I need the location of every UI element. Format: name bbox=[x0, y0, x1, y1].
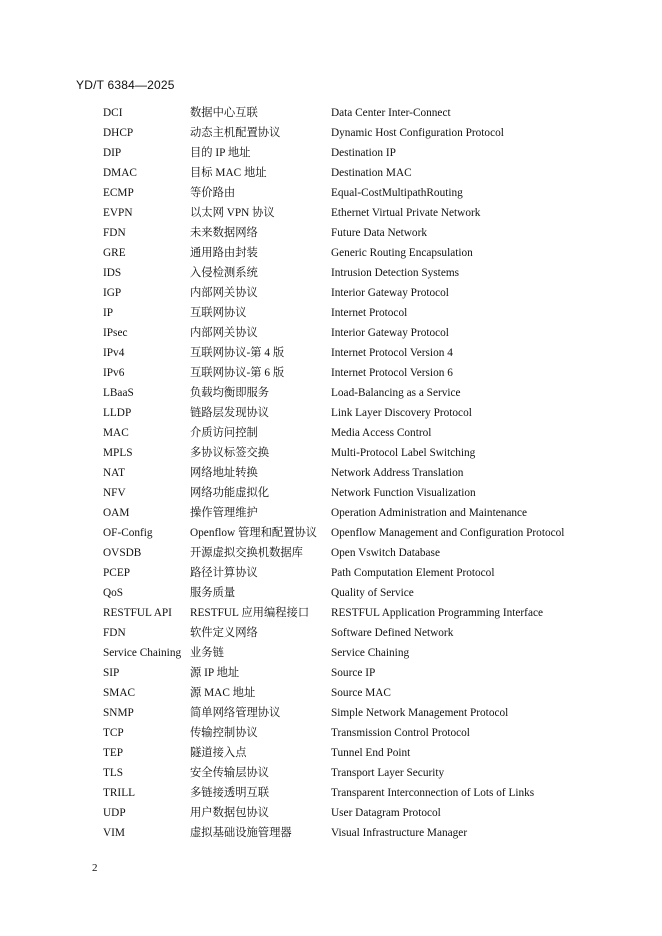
abbreviation-english: Internet Protocol bbox=[331, 307, 408, 319]
abbreviation-term: DHCP bbox=[103, 127, 134, 139]
abbreviation-chinese: 业务链 bbox=[190, 647, 224, 659]
abbreviation-row bbox=[0, 723, 662, 743]
abbreviation-chinese: 互联网协议-第 6 版 bbox=[190, 367, 285, 379]
abbreviation-row bbox=[0, 483, 662, 503]
abbreviation-chinese: 以太网 VPN 协议 bbox=[190, 207, 275, 219]
abbreviation-term: NFV bbox=[103, 487, 126, 499]
abbreviation-row bbox=[0, 223, 662, 243]
abbreviation-english: Equal-CostMultipathRouting bbox=[331, 187, 463, 199]
abbreviation-row bbox=[0, 803, 662, 823]
abbreviation-row bbox=[0, 403, 662, 423]
abbreviation-term: FDN bbox=[103, 627, 126, 639]
abbreviation-term: FDN bbox=[103, 227, 126, 239]
abbreviation-chinese: 虚拟基础设施管理器 bbox=[190, 827, 292, 839]
abbreviation-row bbox=[0, 363, 662, 383]
abbreviation-row bbox=[0, 643, 662, 663]
abbreviation-english: Generic Routing Encapsulation bbox=[331, 247, 473, 259]
abbreviation-chinese: 链路层发现协议 bbox=[190, 407, 270, 419]
abbreviation-row bbox=[0, 103, 662, 123]
abbreviation-term: QoS bbox=[103, 587, 124, 599]
abbreviation-english: Quality of Service bbox=[331, 587, 414, 599]
abbreviation-chinese: 互联网协议-第 4 版 bbox=[190, 347, 285, 359]
abbreviation-row bbox=[0, 743, 662, 763]
abbreviation-english: Interior Gateway Protocol bbox=[331, 287, 449, 299]
abbreviation-term: MPLS bbox=[103, 447, 133, 459]
abbreviation-term: OAM bbox=[103, 507, 130, 519]
abbreviation-row bbox=[0, 683, 662, 703]
abbreviation-term: TRILL bbox=[103, 787, 135, 799]
abbreviation-term: VIM bbox=[103, 827, 125, 839]
abbreviation-term: OVSDB bbox=[103, 547, 142, 559]
abbreviation-english: Operation Administration and Maintenance bbox=[331, 507, 528, 519]
abbreviation-chinese: 服务质量 bbox=[190, 587, 236, 599]
abbreviation-english: Ethernet Virtual Private Network bbox=[331, 207, 481, 219]
abbreviation-term: TEP bbox=[103, 747, 124, 759]
abbreviation-term: ECMP bbox=[103, 187, 134, 199]
abbreviation-chinese: 源 MAC 地址 bbox=[190, 687, 256, 699]
abbreviation-term: IP bbox=[103, 307, 114, 319]
abbreviation-term: NAT bbox=[103, 467, 125, 479]
abbreviation-row bbox=[0, 703, 662, 723]
abbreviation-row bbox=[0, 463, 662, 483]
abbreviation-chinese: Openflow 管理和配置协议 bbox=[190, 527, 318, 539]
abbreviation-english: Media Access Control bbox=[331, 427, 432, 439]
abbreviation-english: Destination IP bbox=[331, 147, 396, 159]
abbreviation-term: IDS bbox=[103, 267, 122, 279]
abbreviation-term: OF-Config bbox=[103, 527, 153, 539]
abbreviation-term: EVPN bbox=[103, 207, 133, 219]
page-number: 2 bbox=[92, 862, 98, 874]
abbreviation-term: DIP bbox=[103, 147, 122, 159]
abbreviation-row bbox=[0, 583, 662, 603]
abbreviation-chinese: 网络功能虚拟化 bbox=[190, 487, 270, 499]
abbreviation-term: DCI bbox=[103, 107, 123, 119]
abbreviation-chinese: 内部网关协议 bbox=[190, 327, 258, 339]
abbreviation-english: Source IP bbox=[331, 667, 376, 679]
abbreviation-row bbox=[0, 763, 662, 783]
abbreviation-term: LBaaS bbox=[103, 387, 134, 399]
abbreviation-english: Visual Infrastructure Manager bbox=[331, 827, 468, 839]
abbreviation-english: Internet Protocol Version 4 bbox=[331, 347, 453, 359]
abbreviation-chinese: 数据中心互联 bbox=[190, 107, 258, 119]
abbreviation-row bbox=[0, 563, 662, 583]
abbreviation-term: UDP bbox=[103, 807, 126, 819]
abbreviation-english: Network Function Visualization bbox=[331, 487, 476, 499]
abbreviation-row bbox=[0, 323, 662, 343]
abbreviation-chinese: 通用路由封装 bbox=[190, 247, 258, 259]
abbreviation-term: IGP bbox=[103, 287, 122, 299]
abbreviation-row bbox=[0, 303, 662, 323]
abbreviation-english: Transparent Interconnection of Lots of Links bbox=[331, 787, 535, 799]
abbreviation-chinese: 传输控制协议 bbox=[190, 727, 258, 739]
abbreviation-row bbox=[0, 443, 662, 463]
abbreviation-row bbox=[0, 343, 662, 363]
abbreviation-english: Tunnel End Point bbox=[331, 747, 411, 759]
abbreviation-english: Software Defined Network bbox=[331, 627, 454, 639]
abbreviation-chinese: 操作管理维护 bbox=[190, 507, 258, 519]
abbreviation-english: Future Data Network bbox=[331, 227, 427, 239]
abbreviation-term: SIP bbox=[103, 667, 120, 679]
abbreviation-row bbox=[0, 503, 662, 523]
abbreviation-chinese: 介质访问控制 bbox=[190, 427, 258, 439]
abbreviation-english: User Datagram Protocol bbox=[331, 807, 441, 819]
abbreviation-chinese: 内部网关协议 bbox=[190, 287, 258, 299]
abbreviation-english: Interior Gateway Protocol bbox=[331, 327, 449, 339]
abbreviation-chinese: 未来数据网络 bbox=[190, 227, 258, 239]
abbreviation-term: TCP bbox=[103, 727, 124, 739]
abbreviation-english: Data Center Inter-Connect bbox=[331, 107, 451, 119]
abbreviation-english: Load-Balancing as a Service bbox=[331, 387, 461, 399]
abbreviation-term: SMAC bbox=[103, 687, 136, 699]
abbreviation-chinese: 软件定义网络 bbox=[190, 627, 258, 639]
abbreviation-english: Network Address Translation bbox=[331, 467, 464, 479]
abbreviation-row bbox=[0, 203, 662, 223]
abbreviation-chinese: 动态主机配置协议 bbox=[190, 127, 281, 139]
abbreviation-term: MAC bbox=[103, 427, 129, 439]
abbreviation-chinese: 互联网协议 bbox=[190, 307, 247, 319]
abbreviation-english: Destination MAC bbox=[331, 167, 412, 179]
abbreviation-chinese: 目的 IP 地址 bbox=[190, 147, 251, 159]
abbreviation-row bbox=[0, 603, 662, 623]
abbreviation-english: Openflow Management and Configuration Protocol bbox=[331, 527, 565, 539]
abbreviation-term: IPv6 bbox=[103, 367, 125, 379]
abbreviation-chinese: 简单网络管理协议 bbox=[190, 707, 281, 719]
abbreviation-list bbox=[0, 103, 662, 843]
abbreviation-row bbox=[0, 123, 662, 143]
abbreviation-term: IPv4 bbox=[103, 347, 125, 359]
abbreviation-row bbox=[0, 543, 662, 563]
abbreviation-row bbox=[0, 283, 662, 303]
abbreviation-term: GRE bbox=[103, 247, 126, 259]
abbreviation-term: DMAC bbox=[103, 167, 137, 179]
abbreviation-english: Path Computation Element Protocol bbox=[331, 567, 495, 579]
abbreviation-chinese: 路径计算协议 bbox=[190, 567, 258, 579]
abbreviation-chinese: 负载均衡即服务 bbox=[190, 387, 270, 399]
abbreviation-chinese: 隧道接入点 bbox=[190, 747, 247, 759]
abbreviation-english: Source MAC bbox=[331, 687, 391, 699]
abbreviation-term: RESTFUL API bbox=[103, 607, 172, 619]
abbreviation-row bbox=[0, 183, 662, 203]
abbreviation-english: Transport Layer Security bbox=[331, 767, 445, 779]
abbreviation-row bbox=[0, 163, 662, 183]
abbreviation-chinese: 用户数据包协议 bbox=[190, 807, 270, 819]
abbreviation-term: PCEP bbox=[103, 567, 131, 579]
abbreviation-term: Service Chaining bbox=[103, 647, 182, 659]
abbreviation-term: LLDP bbox=[103, 407, 132, 419]
abbreviation-chinese: 入侵检测系统 bbox=[190, 267, 258, 279]
abbreviation-english: Service Chaining bbox=[331, 647, 410, 659]
abbreviation-row bbox=[0, 383, 662, 403]
abbreviation-row bbox=[0, 663, 662, 683]
abbreviation-english: Open Vswitch Database bbox=[331, 547, 440, 559]
abbreviation-chinese: 多协议标签交换 bbox=[190, 447, 270, 459]
abbreviation-row bbox=[0, 143, 662, 163]
abbreviation-english: Intrusion Detection Systems bbox=[331, 267, 460, 279]
abbreviation-english: Simple Network Management Protocol bbox=[331, 707, 509, 719]
abbreviation-row bbox=[0, 823, 662, 843]
abbreviation-row bbox=[0, 623, 662, 643]
abbreviation-english: RESTFUL Application Programming Interface bbox=[331, 607, 543, 619]
abbreviation-row bbox=[0, 523, 662, 543]
abbreviation-english: Dynamic Host Configuration Protocol bbox=[331, 127, 504, 139]
abbreviation-chinese: RESTFUL 应用编程接口 bbox=[190, 607, 310, 619]
abbreviation-row bbox=[0, 783, 662, 803]
abbreviation-english: Transmission Control Protocol bbox=[331, 727, 470, 739]
abbreviation-english: Link Layer Discovery Protocol bbox=[331, 407, 472, 419]
document-id: YD/T 6384—2025 bbox=[76, 78, 175, 92]
abbreviation-chinese: 等价路由 bbox=[190, 187, 236, 199]
abbreviation-chinese: 安全传输层协议 bbox=[190, 767, 270, 779]
abbreviation-chinese: 开源虚拟交换机数据库 bbox=[190, 547, 303, 559]
abbreviation-term: SNMP bbox=[103, 707, 134, 719]
abbreviation-chinese: 源 IP 地址 bbox=[190, 667, 240, 679]
abbreviation-row bbox=[0, 243, 662, 263]
abbreviation-chinese: 目标 MAC 地址 bbox=[190, 167, 267, 179]
abbreviation-chinese: 多链接透明互联 bbox=[190, 787, 270, 799]
abbreviation-term: TLS bbox=[103, 767, 124, 779]
abbreviation-english: Multi-Protocol Label Switching bbox=[331, 447, 476, 459]
abbreviation-row bbox=[0, 423, 662, 443]
abbreviation-row bbox=[0, 263, 662, 283]
abbreviation-term: IPsec bbox=[103, 327, 128, 339]
abbreviation-english: Internet Protocol Version 6 bbox=[331, 367, 453, 379]
abbreviation-chinese: 网络地址转换 bbox=[190, 467, 258, 479]
